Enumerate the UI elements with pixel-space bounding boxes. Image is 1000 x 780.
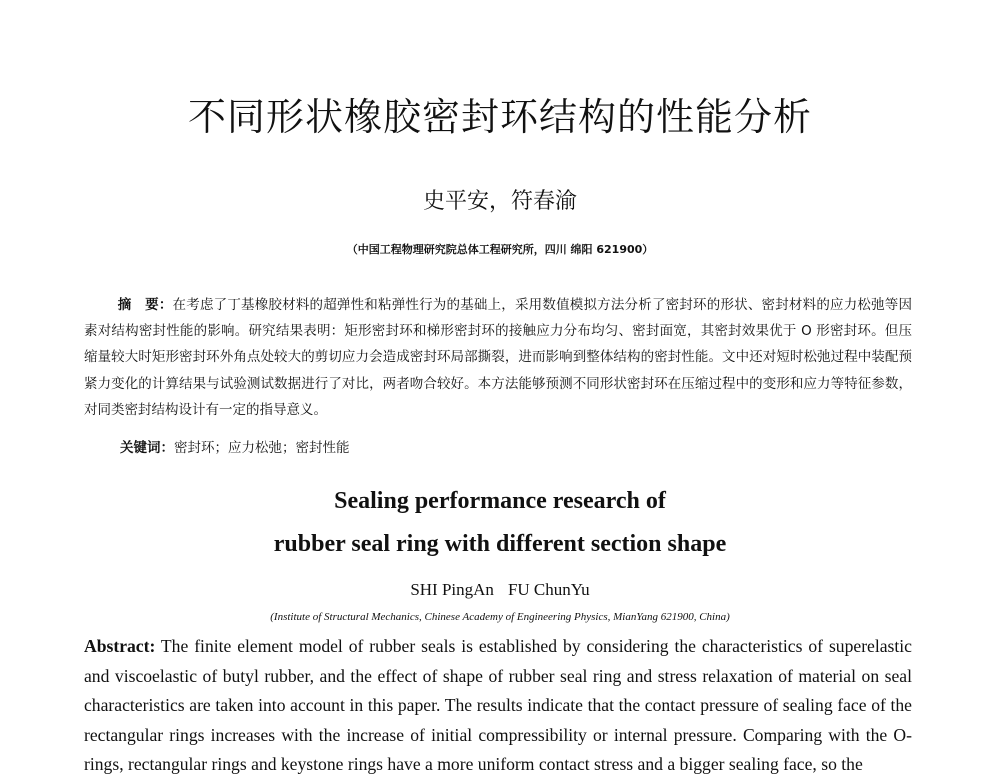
abstract-english-label: Abstract: xyxy=(84,636,156,656)
affiliation-english: (Institute of Structural Mechanics, Chinese Academy of Engineering Physics, MianYang 621900, China) xyxy=(270,611,730,623)
abstract-chinese-label: 摘 要： xyxy=(117,297,173,313)
keywords-chinese-label: 关键词： xyxy=(120,440,174,456)
author-english-2: FU ChunYu xyxy=(507,580,590,599)
authors-chinese: 史平安，符春渝 xyxy=(422,189,577,214)
author-english-1: SHI PingAn xyxy=(410,580,494,599)
abstract-english-text: The finite element model of rubber seals is established by considering the characteristics of superelastic and viscoelastic of butyl rubber, and the effect of shape of rubber seal ring and stress relaxation of material on seal characteristics are taken into account in this paper. The results indicate that the contact pressure of sealing face of the rectangular rings increases with the increase of initial compressibility or internal pressure. Comparing with the O-rings, rectangular rings and keystone rings have a more uniform contact stress and a bigger sealing face, so the xyxy=(84,636,912,774)
title-english-line2: rubber seal ring with different section shape xyxy=(273,531,727,557)
keywords-chinese xyxy=(120,437,900,459)
keywords-chinese-text: 密封环；应力松弛；密封性能 xyxy=(174,440,350,456)
title-english-line1: Sealing performance research of xyxy=(334,488,666,514)
title-chinese: 不同形状橡胶密封环结构的性能分析 xyxy=(187,95,812,139)
abstract-chinese-text: 在考虑了丁基橡胶材料的超弹性和粘弹性行为的基础上，采用数值模拟方法分析了密封环的形状、密封材料的应力松弛等因素对结构密封性能的影响。研究结果表明：矩形密封环和梯形密封环的接触应力分布均匀、密封面宽，其密封效果优于 O 形密封环。但压缩量较大时矩形密封环外角点处较大的剪切应力会造成密封环局部撕裂，进而影响到整体结构的密封性能。文中还对短时松弛过程中装配预紧力变化的计算结果与试验测试数据进行了对比，两者吻合较好。本方法能够预测不同形状密封环在压缩过程中的变形和应力等特征参数，对同类密封结构设计有一定的指导意义。 xyxy=(84,297,913,418)
abstract-chinese xyxy=(84,292,912,423)
authors-english xyxy=(0,580,1000,600)
affiliation-chinese: （中国工程物理研究院总体工程研究所，四川 绵阳 621900） xyxy=(346,243,654,256)
abstract-english xyxy=(84,632,912,780)
